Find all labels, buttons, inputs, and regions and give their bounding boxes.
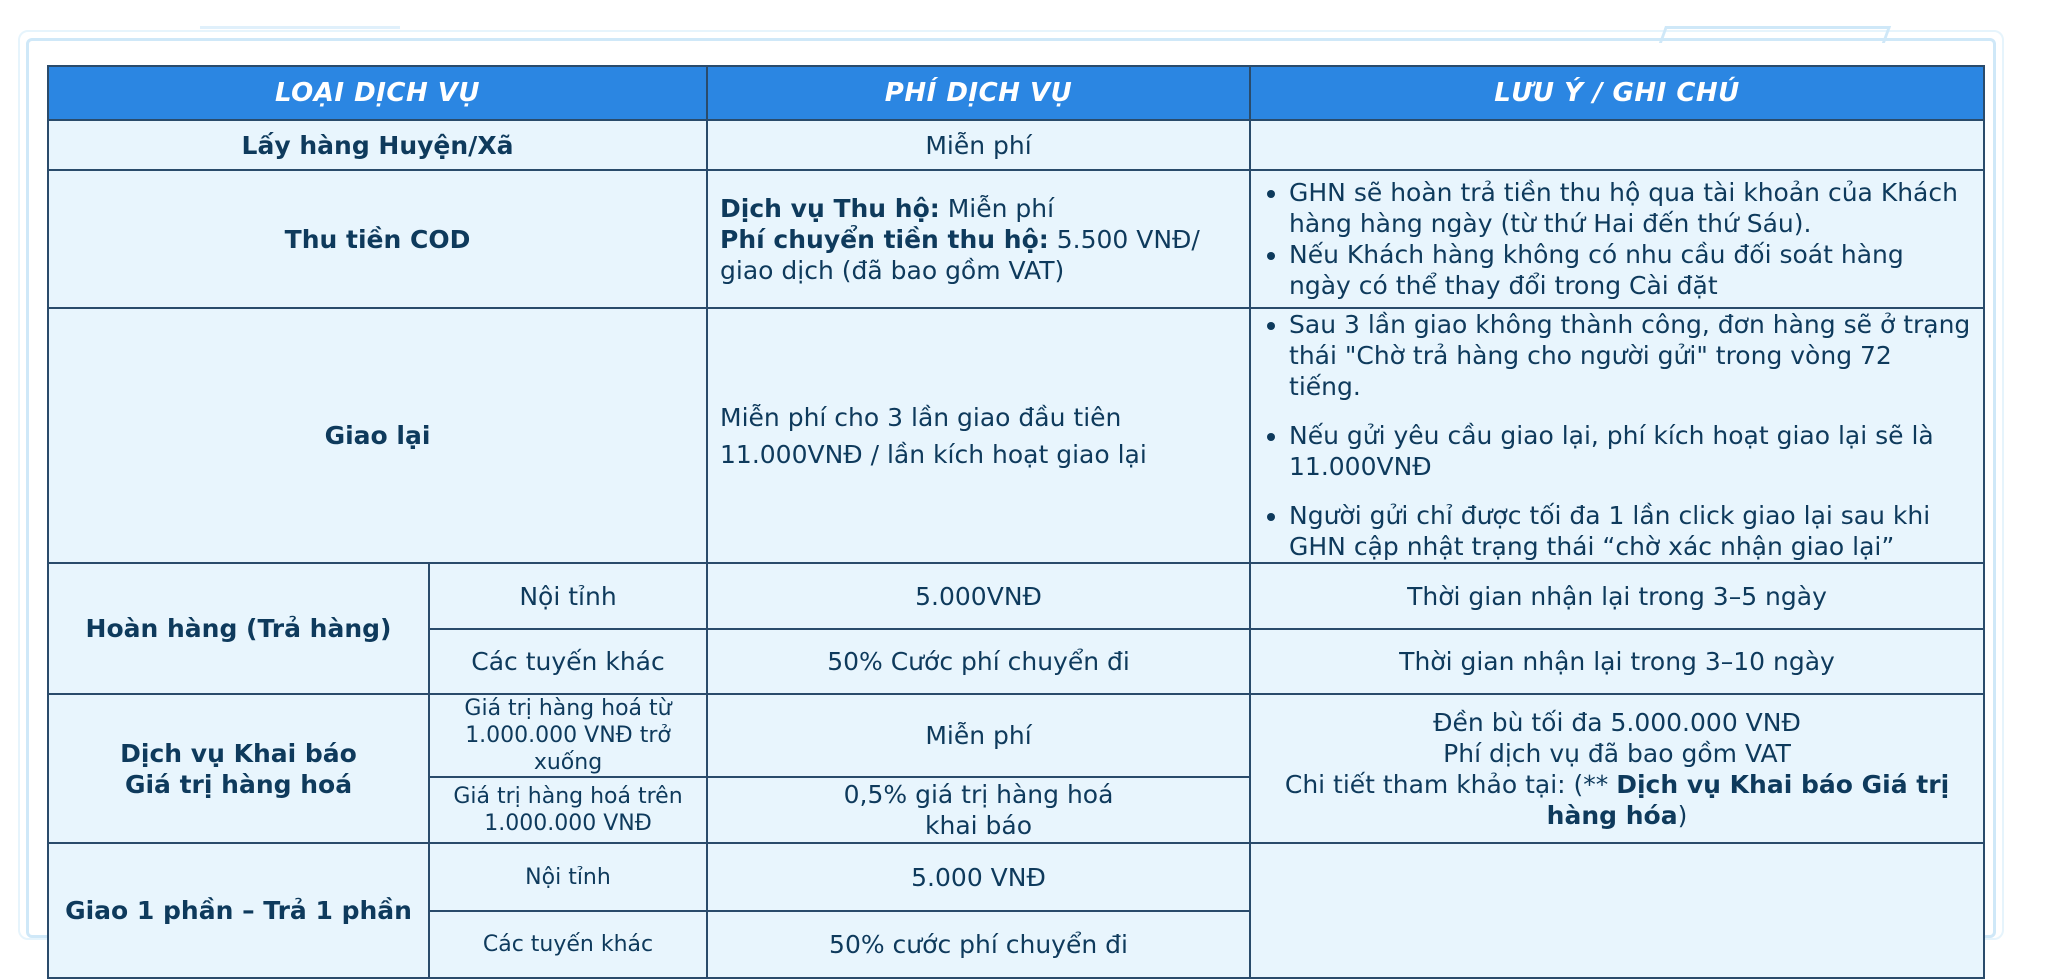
declare-note-line: Phí dịch vụ đã bao gồm VAT: [1443, 738, 1791, 768]
table-row: [48, 694, 1984, 777]
declare-service-link[interactable]: Dịch vụ Khai báo Giá trị hàng hóa: [1546, 769, 1950, 830]
list-item: • Nếu Khách hàng không có nhu cầu đối soát hàng ngày có thể thay đổi trong Cài đặt: [1289, 239, 1971, 301]
cod-fee-label: Dịch vụ Thu hộ:: [720, 193, 940, 223]
table-row: [48, 563, 1984, 629]
fee-partial-local: 5.000 VNĐ: [707, 843, 1250, 911]
service-fee-table: [47, 65, 1985, 979]
sub-partial-other: Các tuyến khác: [429, 911, 707, 978]
service-pickup: Lấy hàng Huyện/Xã: [48, 120, 707, 170]
fee-cod: [707, 170, 1250, 308]
list-item: • Nếu gửi yêu cầu giao lại, phí kích hoạt giao lại sẽ là 11.000VNĐ: [1289, 420, 1971, 482]
sub-partial-local: Nội tỉnh: [429, 843, 707, 911]
declare-fee-line: 0,5% giá trị hàng hoá: [843, 780, 1114, 809]
note-cod: [1250, 170, 1984, 308]
note-redeliver: [1250, 308, 1984, 563]
cod-fee-value: Miễn phí: [939, 193, 1055, 223]
table-header-row: [48, 66, 1984, 120]
declare-note-prefix: Chi tiết tham khảo tại: (**: [1284, 769, 1617, 799]
decorative-notch: [1659, 26, 1891, 43]
list-item: • Sau 3 lần giao không thành công, đơn hàng sẽ ở trạng thái "Chờ trả hàng cho người gửi" trong vòng 72 tiếng.: [1289, 309, 1971, 402]
fee-return-other: 50% Cước phí chuyển đi: [707, 629, 1250, 694]
service-redeliver: Giao lại: [48, 308, 707, 563]
note-pickup: [1250, 120, 1984, 170]
table-row: [48, 308, 1984, 563]
fee-partial-other: 50% cước phí chuyển đi: [707, 911, 1250, 978]
service-declare: [48, 694, 429, 843]
service-return: Hoàn hàng (Trả hàng): [48, 563, 429, 694]
sub-return-other: Các tuyến khác: [429, 629, 707, 694]
sub-declare-under: Giá trị hàng hoá từ 1.000.000 VNĐ trở xuống: [429, 694, 707, 777]
cod-transfer-value: 5.500 VNĐ/ giao dịch (đã bao gồm VAT): [720, 224, 1200, 285]
header-service-type: LOẠI DỊCH VỤ: [48, 66, 707, 120]
sub-declare-over: Giá trị hàng hoá trên 1.000.000 VNĐ: [429, 777, 707, 843]
fee-return-local: 5.000VNĐ: [707, 563, 1250, 629]
service-partial: Giao 1 phần – Trả 1 phần: [48, 843, 429, 978]
redeliver-fee-line: Miễn phí cho 3 lần giao đầu tiên: [720, 402, 1122, 432]
fee-redeliver: [707, 308, 1250, 563]
note-return-local: Thời gian nhận lại trong 3–5 ngày: [1250, 563, 1984, 629]
fee-pickup: Miễn phí: [707, 120, 1250, 170]
note-declare: [1250, 694, 1984, 843]
declare-note-suffix: ): [1677, 800, 1688, 830]
decorative-notch: [200, 26, 400, 39]
redeliver-fee-line: 11.000VNĐ / lần kích hoạt giao lại: [720, 439, 1147, 469]
sub-return-local: Nội tỉnh: [429, 563, 707, 629]
fee-declare-over: [707, 777, 1250, 843]
table-row: [48, 170, 1984, 308]
list-item: • GHN sẽ hoàn trả tiền thu hộ qua tài khoản của Khách hàng hàng ngày (từ thứ Hai đến thứ Sáu).: [1289, 177, 1971, 239]
table-row: [48, 120, 1984, 170]
header-service-fee: PHÍ DỊCH VỤ: [707, 66, 1250, 120]
declare-note-line: Đền bù tối đa 5.000.000 VNĐ: [1433, 707, 1801, 737]
declare-service-line: Giá trị hàng hoá: [124, 769, 353, 799]
list-item: • Người gửi chỉ được tối đa 1 lần click giao lại sau khi GHN cập nhật trạng thái “chờ xác nhận giao lại”: [1289, 500, 1971, 562]
fee-declare-under: Miễn phí: [707, 694, 1250, 777]
note-partial: [1250, 843, 1984, 978]
note-return-other: Thời gian nhận lại trong 3–10 ngày: [1250, 629, 1984, 694]
header-notes: LƯU Ý / GHI CHÚ: [1250, 66, 1984, 120]
declare-service-line: Dịch vụ Khai báo: [120, 738, 357, 768]
cod-transfer-label: Phí chuyển tiền thu hộ:: [720, 224, 1049, 254]
declare-fee-line: khai báo: [925, 811, 1033, 840]
table-row: [48, 843, 1984, 911]
service-cod: Thu tiền COD: [48, 170, 707, 308]
